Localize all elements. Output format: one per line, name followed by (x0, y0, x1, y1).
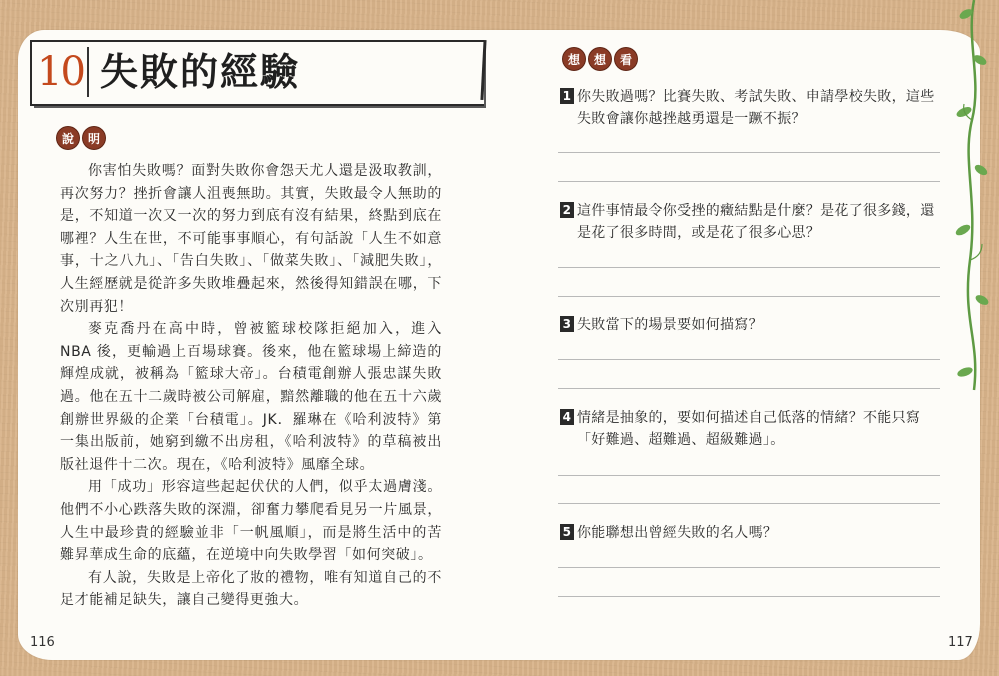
answer-line (558, 296, 940, 297)
page-number-right: 117 (948, 635, 973, 650)
answer-line (558, 596, 940, 597)
think-badges (563, 48, 637, 70)
think-badge-2: 想 (589, 48, 611, 70)
chapter-title: 失敗的經驗 (100, 49, 301, 94)
answer-line (558, 388, 940, 389)
chapter-number: 10 (37, 47, 89, 97)
paragraph: 你害怕失敗嗎？面對失敗你會怨天尤人還是汲取教訓，再次努力？挫折會讓人沮喪無助。其實，失敗最令人無助的是，不知道一次又一次的努力到底有沒有結果，終點到底在哪裡？人生在世，不可能事事順心，有句話說「人生不如意事，十之八九」、「告白失敗」、「做菜失敗」、「減肥失敗」，人生經歷就是從許多失敗堆疊起來，然後得知錯誤在哪，下次別再犯！ (60, 163, 442, 315)
think-badge-3: 看 (615, 48, 637, 70)
answer-line (558, 567, 940, 568)
question-number: 4 (560, 409, 574, 425)
answer-line (558, 267, 940, 268)
explanation-badge-1: 說 (57, 127, 79, 149)
paragraph: 有人說，失敗是上帝化了妝的禮物，唯有知道自己的不足才能補足缺失，讓自己變得更強大。 (60, 569, 442, 609)
question-text-continued: 失敗會讓你越挫越勇還是一蹶不振？ (577, 111, 806, 127)
question-number: 5 (560, 524, 574, 540)
question-text-continued: 「好難過、超難過、超級難過」。 (577, 432, 785, 448)
explanation-badges (57, 127, 105, 149)
explanation-badge-2: 明 (83, 127, 105, 149)
explanation-body (60, 160, 442, 612)
think-badge-1: 想 (563, 48, 585, 70)
question-text: 這件事情最令你受挫的癥結點是什麼？是花了很多錢，還 (577, 203, 935, 219)
paragraph: 麥克喬丹在高中時，曾被籃球校隊拒絕加入，進入 NBA 後，更輸過上百場球賽。後來，他在籃球場上締造的輝煌成就，被稱為「籃球大帝」。台積電創辦人張忠謀失敗過。他在五十二歲時被公司解雇，黯然離職的他在五十六歲創辦世界級的企業「台積電」。JK．羅琳在《哈利波特》第一集出版前，她窮到繳不出房租，《哈利波特》的草稿被出版社退件十二次。現在，《哈利波特》風靡全球。 (60, 321, 442, 473)
question-number: 1 (560, 88, 574, 104)
vine-decoration (948, 0, 999, 676)
question-4 (560, 407, 942, 451)
question-text: 你能聯想出曾經失敗的名人嗎？ (577, 525, 778, 541)
answer-line (558, 503, 940, 504)
answer-line (558, 152, 940, 153)
answer-line (558, 475, 940, 476)
paragraph: 用「成功」形容這些起起伏伏的人們，似乎太過膚淺。他們不小心跌落失敗的深淵，卻奮力攀爬看見另一片風景，人生中最珍貴的經驗並非「一帆風順」，而是將生活中的苦難昇華成生命的底蘊，在逆境中向失敗學習「如何突破」。 (60, 479, 442, 564)
question-number: 3 (560, 316, 574, 332)
answer-line (558, 359, 940, 360)
question-text: 失敗當下的場景要如何描寫？ (577, 317, 763, 333)
question-text-continued: 是花了很多時間，或是花了很多心思？ (577, 225, 821, 241)
question-1 (560, 86, 942, 130)
question-number: 2 (560, 202, 574, 218)
page-number-left: 116 (30, 635, 55, 650)
question-text: 情緒是抽象的，要如何描述自己低落的情緒？不能只寫 (577, 410, 921, 426)
question-2 (560, 200, 942, 244)
answer-line (558, 181, 940, 182)
question-text: 你失敗過嗎？比賽失敗、考試失敗、申請學校失敗，這些 (577, 89, 935, 105)
question-3 (560, 314, 942, 336)
question-5 (560, 522, 942, 544)
